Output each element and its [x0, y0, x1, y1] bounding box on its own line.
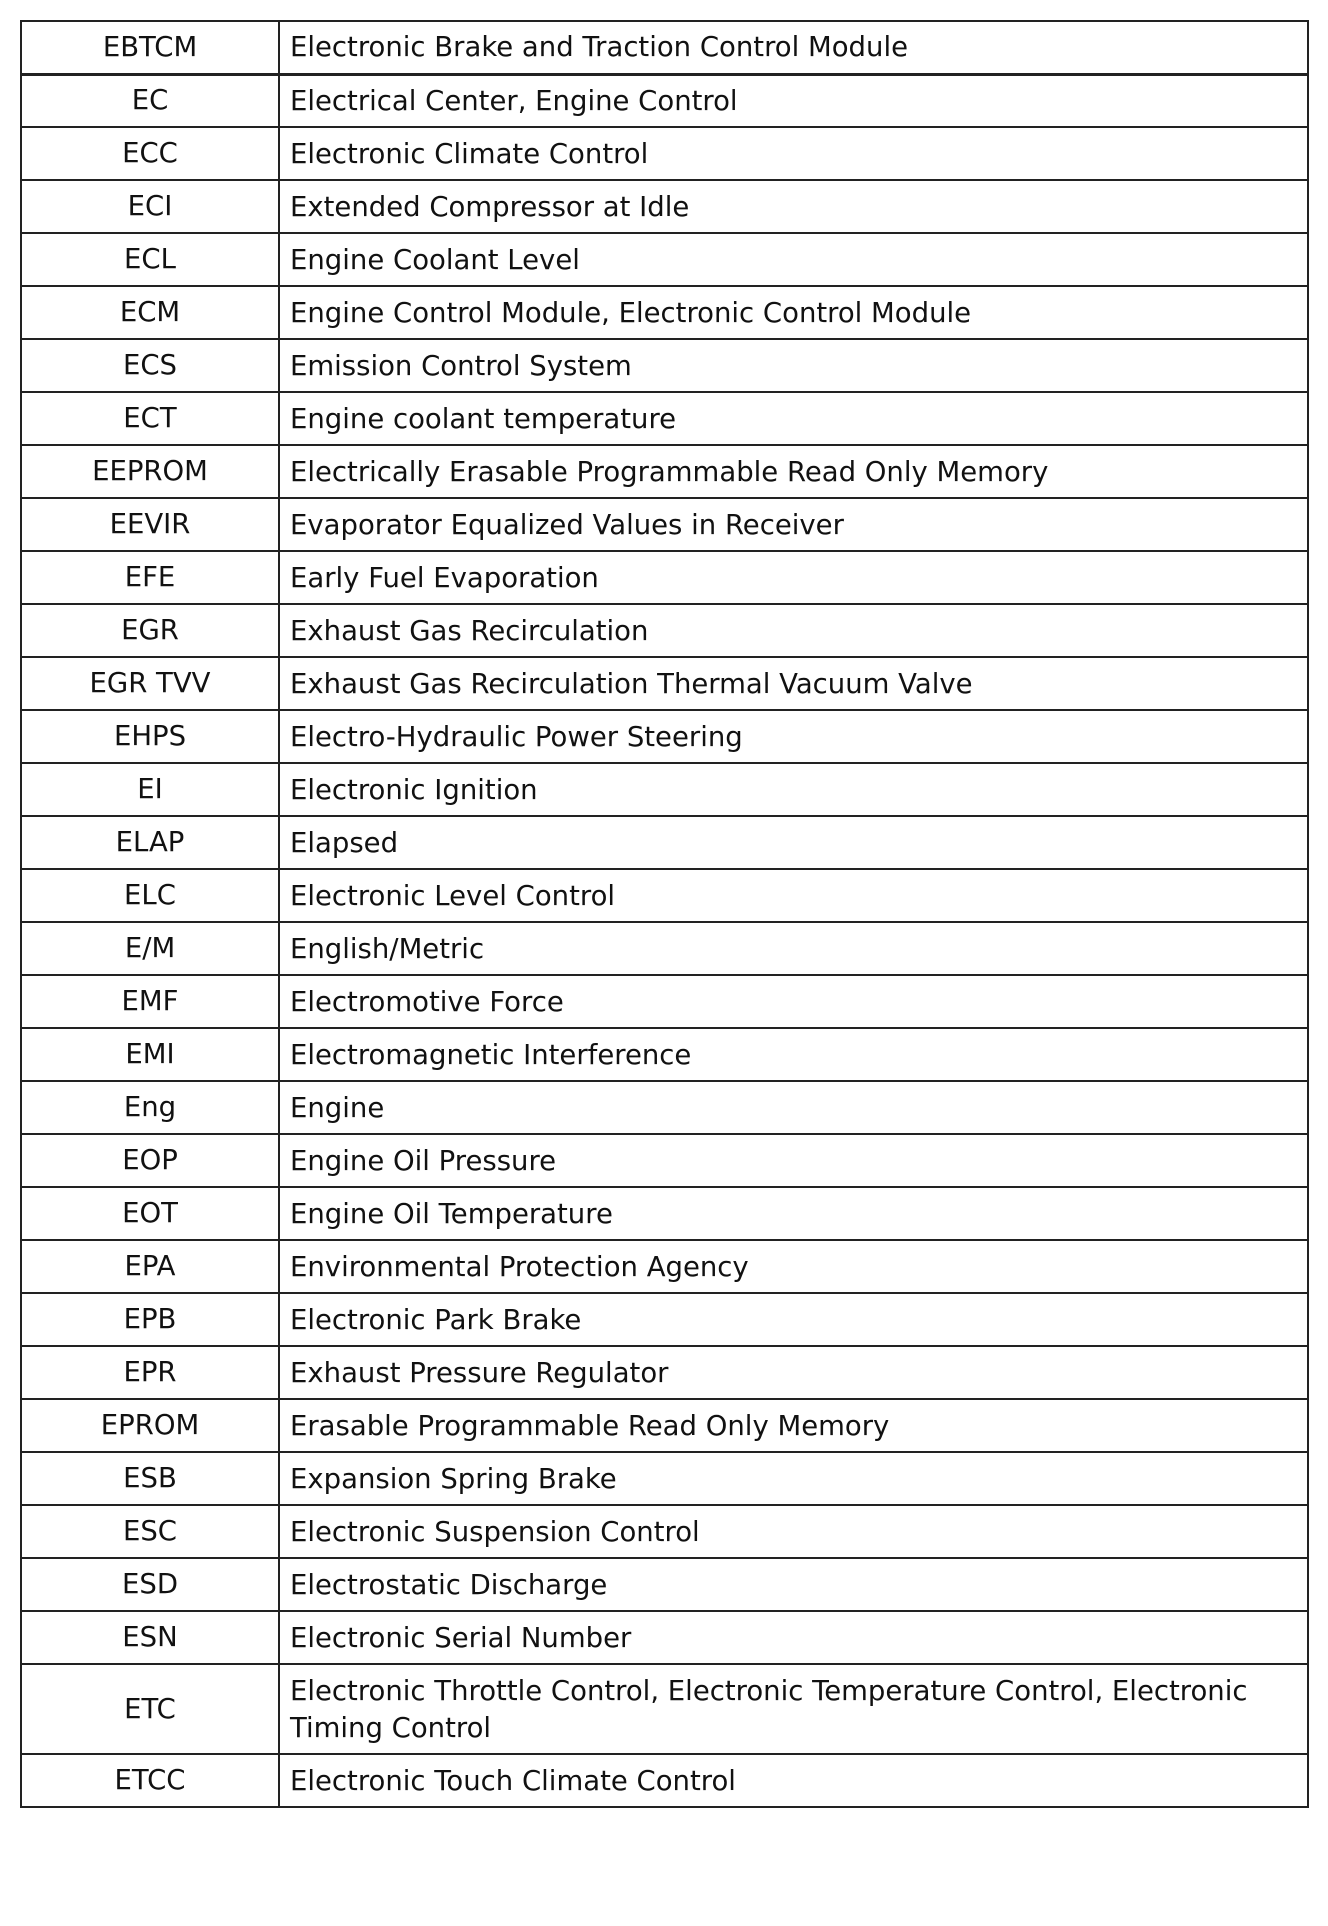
definition-cell: Electronic Park Brake	[279, 1293, 1308, 1346]
definition-cell: Electronic Touch Climate Control	[279, 1754, 1308, 1807]
abbreviation-cell: EEPROM	[21, 445, 279, 498]
table-row	[21, 1754, 1308, 1807]
abbreviation-cell: EPA	[21, 1240, 279, 1293]
table-row	[21, 1240, 1308, 1293]
definition-cell: Electronic Suspension Control	[279, 1505, 1308, 1558]
table-row	[21, 551, 1308, 604]
abbreviation-cell: ETC	[21, 1664, 279, 1754]
abbreviation-cell: EOP	[21, 1134, 279, 1187]
table-row	[21, 74, 1308, 127]
table-row	[21, 763, 1308, 816]
table-row	[21, 233, 1308, 286]
definition-cell: Electronic Climate Control	[279, 127, 1308, 180]
table-row	[21, 816, 1308, 869]
abbreviation-cell: EFE	[21, 551, 279, 604]
abbreviation-cell: ESN	[21, 1611, 279, 1664]
definition-cell: Environmental Protection Agency	[279, 1240, 1308, 1293]
abbreviation-cell: EOT	[21, 1187, 279, 1240]
definition-cell: Elapsed	[279, 816, 1308, 869]
abbreviation-cell: EEVIR	[21, 498, 279, 551]
definition-cell: Exhaust Pressure Regulator	[279, 1346, 1308, 1399]
abbreviation-cell: EBTCM	[21, 21, 279, 74]
abbreviation-cell: EMI	[21, 1028, 279, 1081]
abbreviation-cell: EGR TVV	[21, 657, 279, 710]
table-row	[21, 922, 1308, 975]
table-row	[21, 604, 1308, 657]
definition-cell: Engine Oil Temperature	[279, 1187, 1308, 1240]
abbreviation-cell: EI	[21, 763, 279, 816]
definition-cell: Exhaust Gas Recirculation Thermal Vacuum Valve	[279, 657, 1308, 710]
table-row	[21, 1505, 1308, 1558]
abbreviation-cell: Eng	[21, 1081, 279, 1134]
table-row	[21, 1187, 1308, 1240]
table-row	[21, 1558, 1308, 1611]
abbreviation-cell: EPROM	[21, 1399, 279, 1452]
table-row	[21, 392, 1308, 445]
definition-cell: Electrical Center, Engine Control	[279, 74, 1308, 127]
definition-cell: Exhaust Gas Recirculation	[279, 604, 1308, 657]
abbreviation-cell: EPB	[21, 1293, 279, 1346]
definition-cell: Emission Control System	[279, 339, 1308, 392]
definition-cell: Expansion Spring Brake	[279, 1452, 1308, 1505]
abbreviation-cell: ECC	[21, 127, 279, 180]
table-row	[21, 975, 1308, 1028]
table-row	[21, 445, 1308, 498]
abbreviation-cell: EHPS	[21, 710, 279, 763]
table-row	[21, 1028, 1308, 1081]
table-row	[21, 286, 1308, 339]
table-row	[21, 869, 1308, 922]
abbreviation-cell: ECM	[21, 286, 279, 339]
table-row	[21, 339, 1308, 392]
definition-cell: Electronic Ignition	[279, 763, 1308, 816]
definition-cell: Electronic Brake and Traction Control Module	[279, 21, 1308, 74]
table-row	[21, 657, 1308, 710]
definition-cell: Erasable Programmable Read Only Memory	[279, 1399, 1308, 1452]
definition-cell: Electrically Erasable Programmable Read Only Memory	[279, 445, 1308, 498]
table-row	[21, 127, 1308, 180]
definition-cell: Early Fuel Evaporation	[279, 551, 1308, 604]
table-row	[21, 1134, 1308, 1187]
table-row	[21, 21, 1308, 74]
table-row	[21, 710, 1308, 763]
definition-cell: Electrostatic Discharge	[279, 1558, 1308, 1611]
table-row	[21, 1293, 1308, 1346]
definition-cell: Engine Coolant Level	[279, 233, 1308, 286]
abbreviation-cell: EPR	[21, 1346, 279, 1399]
table-row	[21, 1452, 1308, 1505]
abbreviation-cell: ETCC	[21, 1754, 279, 1807]
definition-cell: Electronic Throttle Control, Electronic Temperature Control, Electronic Timing Control	[279, 1664, 1308, 1754]
table-row	[21, 1081, 1308, 1134]
definition-cell: Electronic Serial Number	[279, 1611, 1308, 1664]
definition-cell: Electromagnetic Interference	[279, 1028, 1308, 1081]
definition-cell: Engine coolant temperature	[279, 392, 1308, 445]
abbreviation-cell: EMF	[21, 975, 279, 1028]
definition-cell: Electro-Hydraulic Power Steering	[279, 710, 1308, 763]
definition-cell: Engine Oil Pressure	[279, 1134, 1308, 1187]
abbreviation-table	[20, 20, 1309, 1808]
abbreviation-cell: ECI	[21, 180, 279, 233]
table-row	[21, 498, 1308, 551]
definition-cell: Electronic Level Control	[279, 869, 1308, 922]
abbreviation-cell: EC	[21, 74, 279, 127]
abbreviation-cell: EGR	[21, 604, 279, 657]
definition-cell: Engine	[279, 1081, 1308, 1134]
table-row	[21, 180, 1308, 233]
abbreviation-cell: ECL	[21, 233, 279, 286]
definition-cell: Engine Control Module, Electronic Control Module	[279, 286, 1308, 339]
table-row	[21, 1611, 1308, 1664]
table-row	[21, 1346, 1308, 1399]
abbreviation-cell: ECS	[21, 339, 279, 392]
abbreviation-cell: ELAP	[21, 816, 279, 869]
abbreviation-table-body	[21, 21, 1308, 1807]
abbreviation-cell: ESD	[21, 1558, 279, 1611]
table-row	[21, 1399, 1308, 1452]
abbreviation-cell: E/M	[21, 922, 279, 975]
definition-cell: Extended Compressor at Idle	[279, 180, 1308, 233]
definition-cell: English/Metric	[279, 922, 1308, 975]
abbreviation-cell: ESB	[21, 1452, 279, 1505]
abbreviation-cell: ELC	[21, 869, 279, 922]
definition-cell: Electromotive Force	[279, 975, 1308, 1028]
table-row	[21, 1664, 1308, 1754]
definition-cell: Evaporator Equalized Values in Receiver	[279, 498, 1308, 551]
abbreviation-cell: ECT	[21, 392, 279, 445]
abbreviation-cell: ESC	[21, 1505, 279, 1558]
